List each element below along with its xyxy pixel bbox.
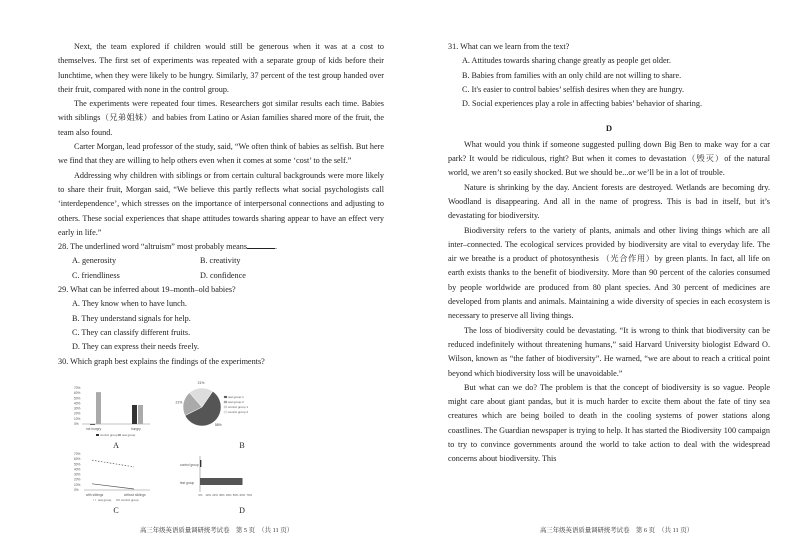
tick-label: control group — [180, 463, 199, 467]
page-footer: 高三年级英语质量调研统考试卷 第 6 页 （共 11 页） — [540, 527, 694, 534]
option-d: D. confidence — [200, 270, 246, 280]
y-tick-label: 20% — [74, 477, 81, 482]
y-tick-label: 50% — [74, 396, 81, 401]
legend-entry: test group — [98, 498, 112, 502]
bar — [138, 405, 143, 424]
legend-swatch — [224, 406, 227, 408]
answer-blank — [247, 248, 275, 249]
page-footer: 高三年级英语质量调研统考试卷 第 5 页 （共 11 页） — [140, 527, 294, 534]
bar — [200, 478, 243, 485]
paragraph: Carter Morgan, lead professor of the study, said, “We often think of babies as selfish. But here we find that they are willing to help others even when it comes at some ‘cost’ to the self.” — [58, 142, 384, 166]
legend-entry: control group — [121, 498, 139, 502]
y-tick-label: 70% — [74, 452, 81, 456]
bar — [132, 405, 137, 424]
question-30-graphs — [0, 380, 400, 520]
x-tick-label: 30% — [219, 493, 225, 497]
data-label: 58% — [214, 423, 222, 428]
graph-label-b: B — [239, 441, 245, 450]
option-a: A. They know when to have lunch. — [72, 299, 187, 309]
question-28: 28. The underlined word “altruism” most probably means . — [58, 242, 278, 252]
x-tick-label: 50% — [232, 493, 239, 497]
tick-label: test group — [180, 481, 195, 485]
y-tick-label: 30% — [74, 406, 81, 411]
x-tick-label: 0% — [198, 493, 203, 497]
y-tick-label: 40% — [74, 467, 81, 472]
y-tick-label: 60% — [74, 457, 81, 462]
graph-label-c: C — [113, 506, 119, 515]
x-tick-label: 40% — [225, 493, 232, 497]
option-a: A. generosity — [72, 256, 117, 266]
question-29: 29. What can be inferred about 19–month–old babies? — [58, 285, 236, 295]
right-column — [448, 40, 770, 467]
paragraph: Biodiversity refers to the variety of plants, animals and other living things which are all inter–connected. The ecological services provided by biodiversity are vital to everyday life. The air we breathe is a product of photosynthesis （光合作用）by green plants. In fact, all life on earth exists thanks to the benefit of biodiversity. More than 90 percent of the calories consumed by people worldwide are produced from 80 plant species. And 30 percent of medicines are developed from plants and animals. Maintaining a wide diversity of species in each ecosystem is necessary to preserve all living things. — [448, 225, 770, 321]
x-tick-label: 70% — [246, 493, 253, 497]
paragraph: The loss of biodiversity could be devastating. “It is wrong to think that biodiversity can be reduced indefinitely without threatening humans,” said Harvard University biologist Edward O. Wilson, known as “the father of biodiversity”. He warned, “we are about to reach a critical point beyond which biodiversity loss will be unavoidable.” — [448, 325, 770, 378]
option-d: D. Social experiences play a role in affecting babies’ behavior of sharing. — [462, 99, 702, 109]
paragraph: Nature is shrinking by the day. Ancient forests are destroyed. Wetlands are becoming dry. Woodland is disappearing. And all in the name of progress. This is bad in itself, but it’s devastating for biodiversity. — [448, 182, 770, 221]
y-tick-label: 20% — [74, 411, 81, 416]
y-tick-label: 40% — [74, 401, 81, 406]
legend-swatch — [224, 396, 227, 398]
legend-entry: test group 2 — [228, 400, 244, 404]
paragraph: Next, the team explored if children would still be generous when it was at a cost to themselves. The first set of experiments was repeated with a separate group of kids before their lunchtime, when they were likely to be hungry. Similarly, 37 percent of the test group handed over their fruit, compared with none in the control group. — [58, 42, 384, 94]
options-row — [72, 269, 384, 283]
option-b: B. creativity — [200, 256, 241, 266]
x-tick-label: 20% — [212, 493, 218, 497]
paragraph: The experiments were repeated four times. Researchers got similar results each time. Babies with siblings（兄弟姐妹）and babies from Latino or Asian families shared more of the fruit, the team also found. — [58, 99, 384, 137]
y-tick-label: 0% — [74, 422, 79, 426]
bar — [200, 460, 201, 467]
legend-entry: control group — [100, 433, 118, 437]
y-tick-label: 30% — [74, 472, 81, 477]
paragraph: What would you think if someone suggested pulling down Big Ben to make way for a car park? It would be ridiculous, right? But when it comes to devastation（毁灭）of the natural world, we aren’t so easily shocked. But we should be...or we’ll be in a lot of trouble. — [448, 139, 770, 178]
left-column — [58, 40, 384, 369]
y-tick-label: 70% — [74, 386, 81, 390]
y-tick-label: 10% — [74, 482, 81, 487]
y-tick-label: 10% — [74, 416, 81, 421]
graph-d — [180, 456, 253, 515]
legend-swatch — [224, 411, 227, 413]
legend-entry: control group 1 — [228, 405, 249, 409]
series-line — [92, 460, 134, 467]
tick-label: without siblings — [124, 493, 146, 497]
graph-b — [175, 381, 248, 450]
legend-entry: test group 1 — [228, 395, 244, 399]
legend-entry: test group — [122, 433, 136, 437]
series-line — [92, 484, 134, 489]
option-c: C. They can classify different fruits. — [72, 327, 191, 337]
data-label: 21% — [197, 381, 205, 386]
tick-label: with siblings — [86, 493, 104, 497]
option-c: C. friendliness — [72, 270, 120, 280]
tick-label: not hungry — [86, 427, 102, 431]
option-b: B. Babies from families with an only child are not willing to share. — [462, 70, 682, 80]
question-30: 30. Which graph best explains the findings of the experiments? — [58, 356, 265, 366]
question-31: 31. What can we learn from the text? — [448, 42, 570, 51]
y-tick-label: 0% — [74, 488, 79, 492]
graph-label-d: D — [239, 506, 245, 515]
graph-a — [74, 386, 150, 450]
graph-label-a: A — [113, 441, 119, 450]
option-c: C. It's easier to control babies’ selfish desires when they are hungry. — [462, 84, 685, 94]
x-tick-label: 60% — [239, 493, 246, 497]
legend-entry: control group 2 — [228, 410, 249, 414]
paragraph: But what can we do? The problem is that the concept of biodiversity is so vague. People might care about giant pandas, but it is much harder to excite them about the fate of tiny sea creatures which are being boiled to death in the cooling systems of power stations along coastlines. The Guardian newspaper is trying to help. It has started the Biodiversity 100 campaign to try to convince governments around the world to take action to deal with the widespread concerns about biodiversity. This — [448, 382, 770, 464]
option-d: D. They can express their needs freely. — [72, 342, 200, 352]
option-a: A. Attitudes towards sharing change greatly as people get older. — [462, 56, 671, 66]
y-tick-label: 50% — [74, 462, 81, 467]
section-heading: D — [605, 123, 613, 134]
bar — [96, 392, 101, 424]
option-b: B. They understand signals for help. — [72, 313, 191, 323]
question-stem: 28. The underlined word “altruism” most probably means — [58, 242, 248, 252]
x-tick-label: 10% — [205, 493, 211, 497]
tick-label: hungry — [131, 427, 141, 431]
legend-swatch — [224, 401, 227, 403]
y-tick-label: 60% — [74, 391, 81, 396]
options-row — [72, 254, 384, 268]
paragraph: Addressing why children with siblings or from certain cultural backgrounds were more likely to share their fruit, Morgan said, “We believe this partly reflects what social psychologists call ‘interdependence’, which stresses on the importance of interpersonal connections and adjusting to others. These social experiences that shape attitudes towards sharing appear to have an effect very early in life.” — [58, 170, 384, 237]
data-label: 21% — [175, 400, 183, 405]
bar — [90, 424, 95, 425]
graph-c — [74, 452, 150, 515]
